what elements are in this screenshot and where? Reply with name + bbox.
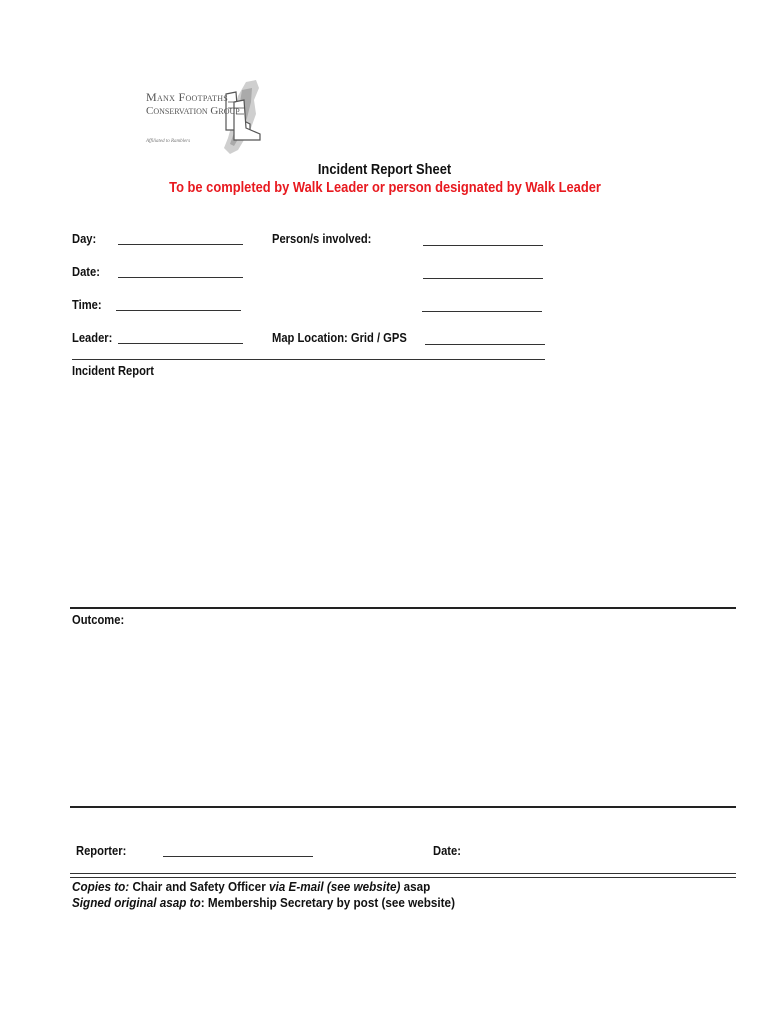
signed-original-line: Signed original asap to: Membership Secretary by post (see website) [72, 895, 455, 910]
section-divider [72, 359, 545, 360]
persons-field-line-3[interactable] [422, 311, 542, 312]
map-location-label: Map Location: Grid / GPS [272, 330, 407, 345]
day-field-line[interactable] [118, 244, 243, 245]
reporter-label: Reporter: [76, 843, 127, 858]
leader-field-line[interactable] [118, 343, 243, 344]
reporter-field-line[interactable] [163, 856, 313, 857]
map-location-field-line[interactable] [425, 344, 545, 345]
day-label: Day: [72, 231, 97, 246]
footer-divider [70, 873, 736, 878]
page-subtitle: To be completed by Walk Leader or person designated by Walk Leader [169, 179, 601, 196]
time-label: Time: [72, 297, 102, 312]
logo-line-2: Conservation Group [146, 105, 240, 117]
logo-line-3: Affiliated to Ramblers [146, 139, 191, 144]
persons-field-line-2[interactable] [423, 278, 543, 279]
leader-label: Leader: [72, 330, 113, 345]
incident-report-label: Incident Report [72, 363, 154, 378]
logo-line-1: Manx Footpaths [146, 90, 229, 104]
persons-involved-label: Person/s involved: [272, 231, 372, 246]
time-field-line[interactable] [116, 310, 241, 311]
page-title: Incident Report Sheet [318, 161, 452, 178]
date-field-line[interactable] [118, 277, 243, 278]
outcome-label: Outcome: [72, 612, 125, 627]
reporter-date-label: Date: [433, 843, 461, 858]
outcome-divider [70, 607, 736, 609]
persons-field-line-1[interactable] [423, 245, 543, 246]
copies-to-line: Copies to: Chair and Safety Officer via E-mail (see website) asap [72, 879, 431, 894]
outcome-area[interactable] [72, 630, 736, 802]
incident-report-area[interactable] [72, 382, 736, 604]
date-label: Date: [72, 264, 100, 279]
reporter-divider [70, 806, 736, 808]
